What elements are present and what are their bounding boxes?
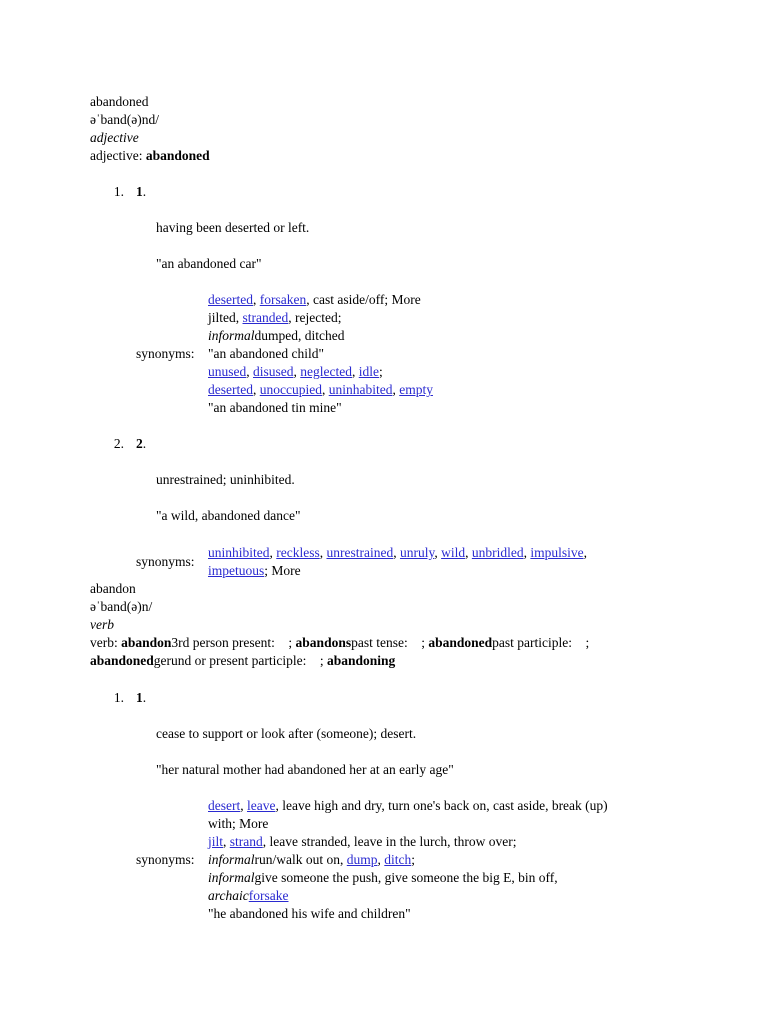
synonym-link[interactable]: idle	[358, 364, 379, 379]
sense-number: 2.	[136, 436, 147, 451]
verb-forms-line: abandonedgerund or present participle: ; abandoning	[90, 653, 396, 668]
synonym-link[interactable]: deserted	[208, 382, 253, 397]
synonyms-line: jilted, stranded, rejected;	[208, 310, 342, 325]
sense-number: 1.	[136, 690, 147, 705]
synonyms-label: synonyms:	[136, 554, 195, 569]
part-of-speech: adjective	[90, 130, 139, 145]
synonym-link[interactable]: jilt	[208, 834, 224, 849]
synonym-link[interactable]: disused	[253, 364, 294, 379]
synonyms-line: uninhibited, reckless, unrestrained, unruly, wild, unbridled, impulsive,	[208, 545, 587, 560]
headword: abandon	[90, 581, 136, 596]
verb-forms-line: verb: abandon3rd person present: ; abandonspast tense: ; abandonedpast participle: ;	[90, 635, 590, 650]
synonyms-line: deserted, forsaken, cast aside/off; More	[208, 292, 421, 307]
sense-number: 1.	[136, 184, 147, 199]
synonym-link[interactable]: impetuous	[208, 563, 265, 578]
synonym-link[interactable]: empty	[399, 382, 433, 397]
pos-form-line: adjective: abandoned	[90, 148, 210, 163]
pronunciation: əˈband(ə)n/	[90, 599, 153, 614]
synonym-link[interactable]: reckless	[276, 545, 320, 560]
list-number: 1.	[113, 184, 124, 199]
synonym-link[interactable]: unrestrained	[326, 545, 394, 560]
definition: having been deserted or left.	[156, 220, 310, 235]
definition: cease to support or look after (someone); desert.	[156, 726, 417, 741]
synonym-link[interactable]: unused	[208, 364, 247, 379]
synonyms-line: jilt, strand, leave stranded, leave in the lurch, throw over;	[208, 834, 517, 849]
synonyms-line: archaicforsake	[208, 888, 289, 903]
synonyms-line: impetuous; More	[208, 563, 301, 578]
synonym-link[interactable]: impulsive	[530, 545, 584, 560]
synonym-link[interactable]: stranded	[242, 310, 289, 325]
synonyms-line: desert, leave, leave high and dry, turn one's back on, cast aside, break (up)	[208, 798, 608, 813]
synonym-link[interactable]: desert	[208, 798, 241, 813]
synonym-example: "an abandoned tin mine"	[208, 400, 342, 415]
synonym-link[interactable]: uninhibited	[208, 545, 270, 560]
synonym-link[interactable]: unoccupied	[259, 382, 322, 397]
synonyms-line: informalrun/walk out on, dump, ditch;	[208, 852, 416, 867]
list-number: 2.	[113, 436, 124, 451]
synonyms-line: deserted, unoccupied, uninhabited, empty	[208, 382, 433, 397]
synonym-link[interactable]: forsake	[248, 888, 289, 903]
synonym-link[interactable]: unbridled	[471, 545, 524, 560]
synonym-link[interactable]: dump	[346, 852, 378, 867]
pronunciation: əˈband(ə)nd/	[90, 112, 159, 127]
synonym-link[interactable]: uninhabited	[328, 382, 393, 397]
example: "her natural mother had abandoned her at an early age"	[156, 762, 454, 777]
synonyms-label: synonyms:	[136, 346, 195, 361]
definition: unrestrained; uninhibited.	[156, 472, 295, 487]
synonym-link[interactable]: unruly	[399, 545, 435, 560]
synonyms-line: informaldumped, ditched	[208, 328, 345, 343]
synonym-link[interactable]: forsaken	[259, 292, 307, 307]
synonym-example: "an abandoned child"	[208, 346, 324, 361]
headword: abandoned	[90, 94, 149, 109]
synonyms-line: unused, disused, neglected, idle;	[208, 364, 383, 379]
synonym-example: "he abandoned his wife and children"	[208, 906, 411, 921]
synonym-link[interactable]: strand	[229, 834, 263, 849]
synonym-link[interactable]: leave	[246, 798, 276, 813]
list-number: 1.	[113, 690, 124, 705]
synonyms-label: synonyms:	[136, 852, 195, 867]
synonym-link[interactable]: neglected	[300, 364, 352, 379]
synonym-link[interactable]: wild	[441, 545, 466, 560]
example: "an abandoned car"	[156, 256, 262, 271]
part-of-speech: verb	[90, 617, 114, 632]
synonyms-line: with; More	[208, 816, 269, 831]
example: "a wild, abandoned dance"	[156, 508, 301, 523]
synonym-link[interactable]: ditch	[384, 852, 412, 867]
synonyms-line: informalgive someone the push, give someone the big E, bin off,	[208, 870, 558, 885]
synonym-link[interactable]: deserted	[208, 292, 253, 307]
